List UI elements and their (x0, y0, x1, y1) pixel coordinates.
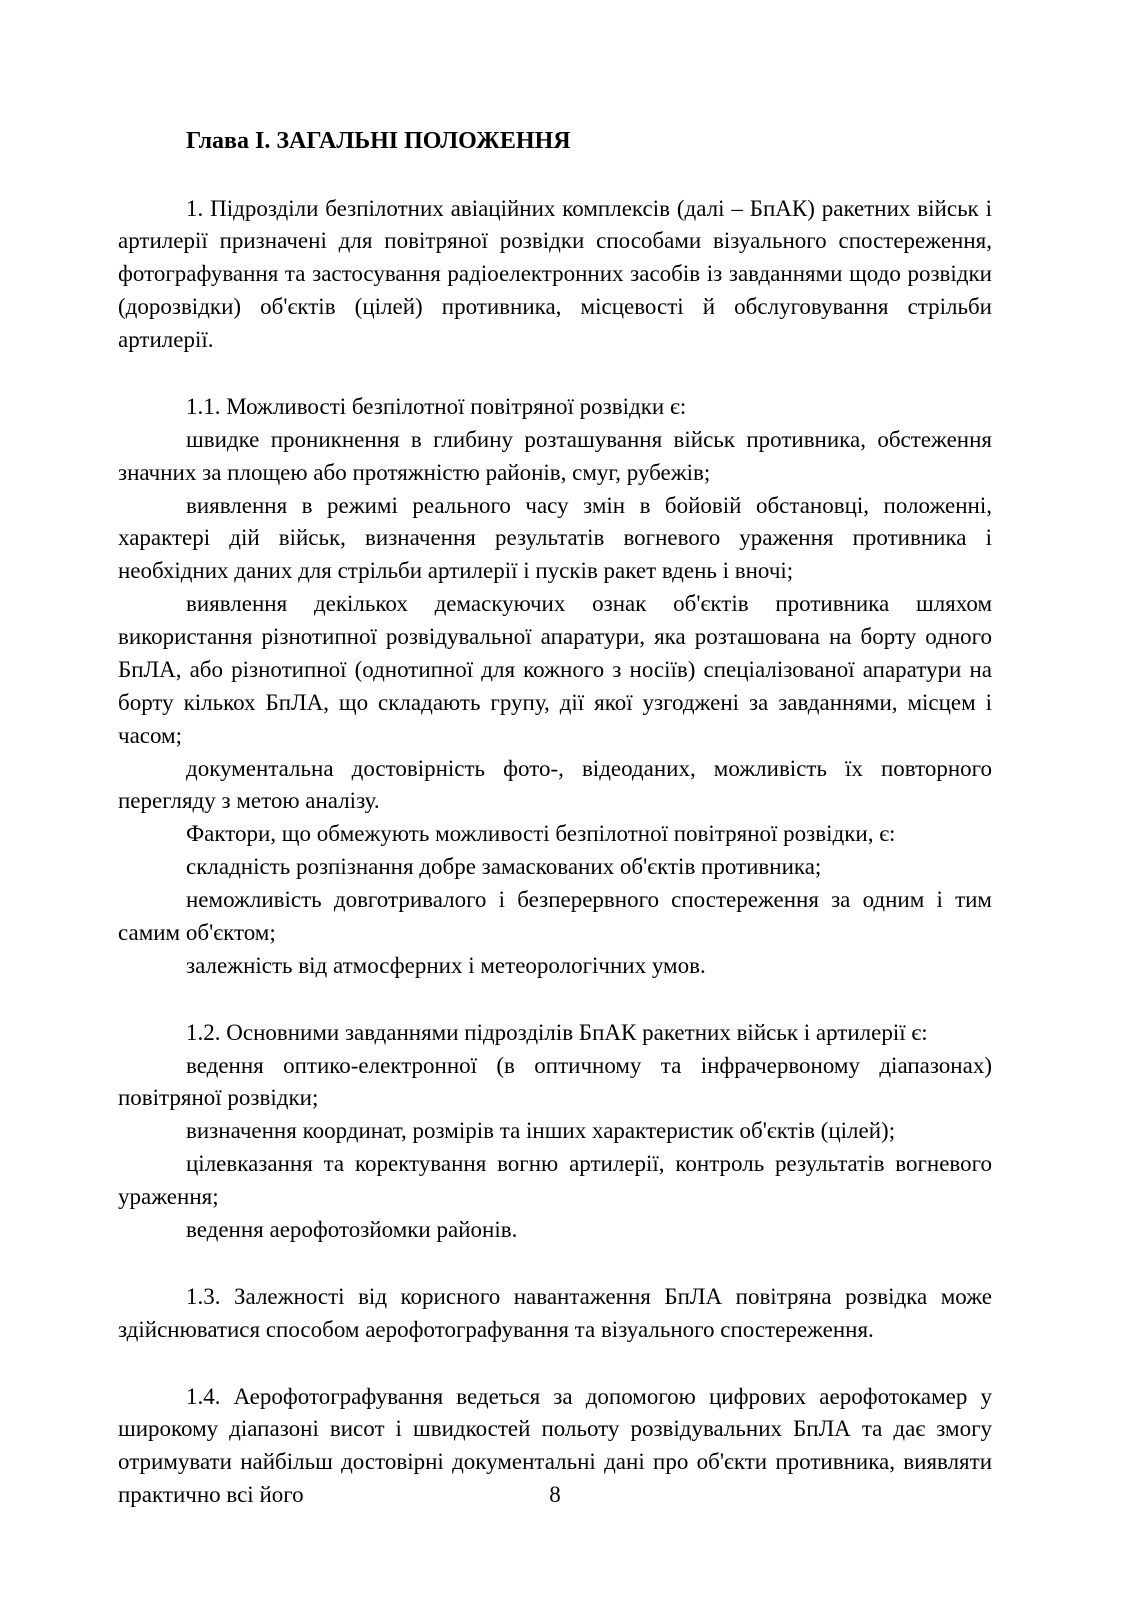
paragraph-1: 1. Підрозділи безпілотних авіаційних комплексів (далі – БпАК) ракетних військ і артилерії призначені для повітряної розвідки способами візуального спостереження, фотографування та застосування радіоелектронних засобів із завданнями щодо розвідки (дорозвідки) об'єктів (цілей) противника, місцевості й обслуговування стрільби артилерії. (118, 195, 992, 353)
paragraph-1-1-item: документальна достовірність фото-, відеоданих, можливість їх повторного перегляду з метою аналізу. (118, 755, 992, 814)
paragraph-1-2-item: ведення аерофотозйомки районів. (186, 1216, 518, 1242)
paragraph-1-2-item: визначення координат, розмірів та інших характеристик об'єктів (цілей); (186, 1118, 896, 1144)
paragraph-1-1-item: виявлення декількох демаскуючих ознак об'єктів противника шляхом використання різнотипної розвідувальної апаратури, яка розташована на борту одного БпЛА, або різнотипної (однотипної для кожного з носіїв) спеціалізованої апаратури на борту кількох БпЛА, що складають групу, дії якої узгоджені за завданнями, місцем і часом; (118, 591, 992, 748)
paragraph-1-2-lead: 1.2. Основними завданнями підрозділів БпАК ракетних військ і артилерії є: (186, 1019, 928, 1045)
paragraph-1-2-item: ведення оптико-електронної (в оптичному та інфрачервоному діапазонах) повітряної розвідки; (118, 1052, 992, 1111)
paragraph-1-1-item: швидке проникнення в глибину розташування військ противника, обстеження значних за площею або протяжністю районів, смуг, рубежів; (118, 426, 992, 485)
paragraph-factors-lead: Фактори, що обмежують можливості безпілотної повітряної розвідки, є: (186, 821, 896, 847)
chapter-heading: Глава І. ЗАГАЛЬНІ ПОЛОЖЕННЯ (186, 128, 571, 154)
paragraph-1-4: 1.4. Аерофотографування ведеться за допомогою цифрових аерофотокамер у широкому діапазоні висот і швидкостей польоту розвідувальних БпЛА та дає змогу отримувати найбільш достовірні документальні дані про об'єкти противника, виявляти практично всі його (118, 1383, 992, 1508)
paragraph-factors-item: складність розпізнання добре замаскованих об'єктів противника; (186, 854, 822, 880)
paragraph-factors-item: неможливість довготривалого і безперервного спостереження за одним і тим самим об'єктом; (118, 887, 992, 945)
paragraph-factors-item: залежність від атмосферних і метеорологічних умов. (186, 952, 706, 978)
paragraph-1-1-item: виявлення в режимі реального часу змін в бойовій обстановці, положенні, характері дій військ, визначення результатів вогневого ураження противника і необхідних даних для стрільби артилерії і пусків ракет вдень і вночі; (118, 492, 992, 584)
page-number: 8 (549, 1482, 561, 1508)
paragraph-1-1-lead: 1.1. Можливості безпілотної повітряної розвідки є: (186, 393, 687, 419)
paragraph-1-2-item: цілевказання та коректування вогню артилерії, контроль результатів вогневого ураження; (118, 1151, 992, 1210)
paragraph-1-3: 1.3. Залежності від корисного навантаження БпЛА повітряна розвідка може здійснюватися способом аерофотографування та візуального спостереження. (118, 1283, 992, 1342)
